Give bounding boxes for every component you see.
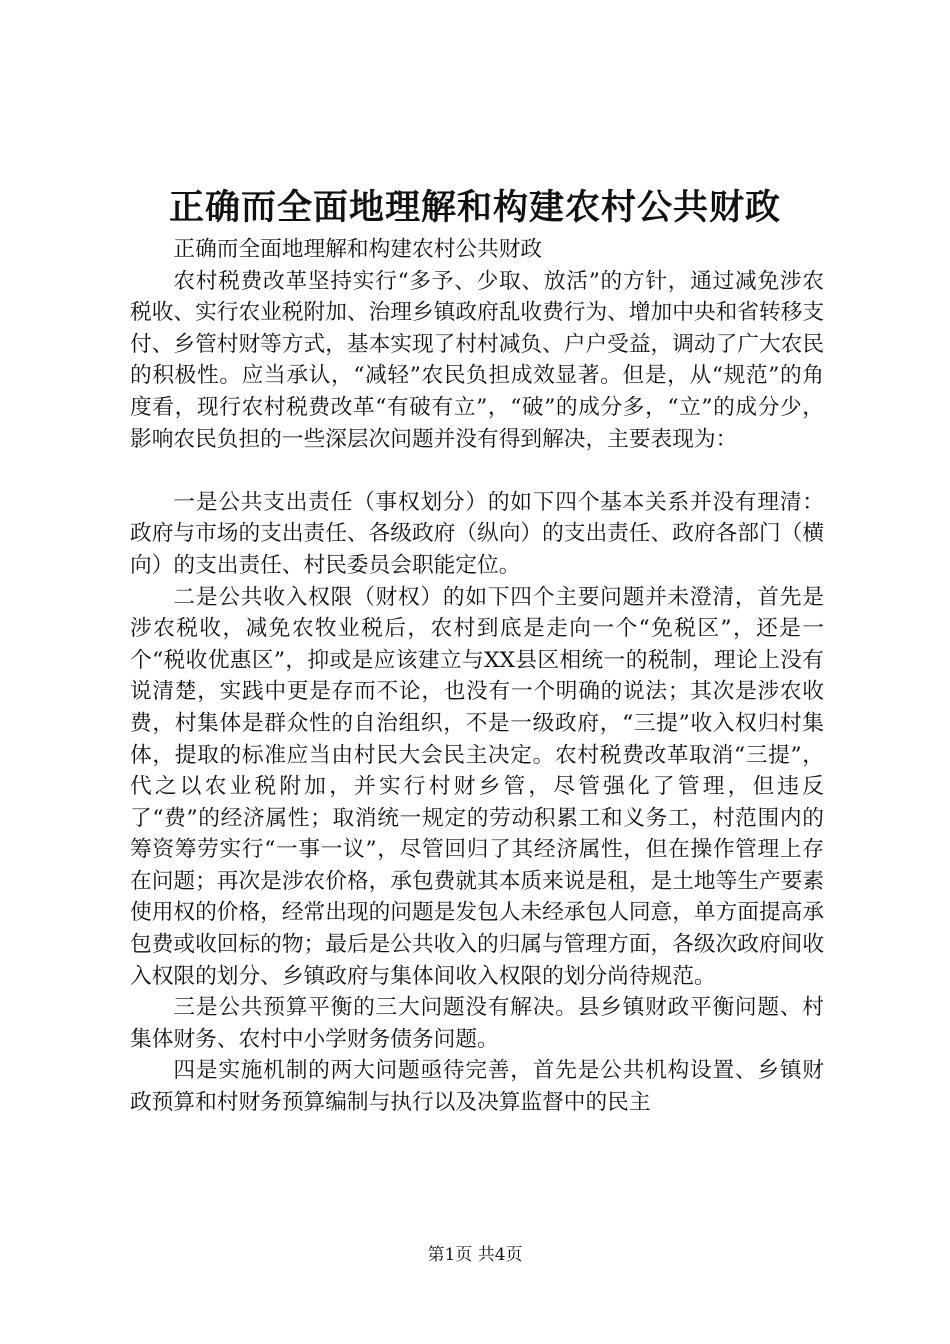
paragraph-point-4: 四是实施机制的两大问题亟待完善，首先是公共机构设置、乡镇财政预算和村财务预算编制与执行以及决算监督中的民主	[130, 1058, 824, 1116]
paragraph-point-1: 一是公共支出责任（事权划分）的如下四个基本关系并没有理清：政府与市场的支出责任、各级政府（纵向）的支出责任、政府各部门（横向）的支出责任、村民委员会职能定位。	[130, 489, 825, 578]
page-number-footer: 第1页 共4页	[427, 1245, 523, 1265]
paragraph-intro: 农村税费改革坚持实行“多予、少取、放活”的方针，通过减免涉农税收、实行农业税附加、治理乡镇政府乱收费行为、增加中央和省转移支付、乡管村财等方式，基本实现了村村减负、户户受益，调动了广大农民的积极性。应当承认，“减轻”农民负担成效显著。但是，从“规范”的角度看，现行农村税费改革“有破有立”，“破”的成分多，“立”的成分少，影响农民负担的一些深层次问题并没有得到解决，主要表现为：	[130, 268, 825, 452]
paragraph-subtitle: 正确而全面地理解和构建农村公共财政	[173, 237, 543, 262]
paragraph-point-2: 二是公共收入权限（财权）的如下四个主要问题并未澄清，首先是涉农税收，减免农牧业税后，农村到底是走向一个“免税区”，还是一个“税收优惠区”，抑或是应该建立与XX县区相统一的税制，理论上没有说清楚，实践中更是存而不论，也没有一个明确的说法；其次是涉农收费，村集体是群众性的自治组织，不是一级政府，“三提”收入权归村集体，提取的标准应当由村民大会民主决定。农村税费改革取消“三提”，代之以农业税附加，并实行村财乡管，尽管强化了管理，但违反了“费”的经济属性；取消统一规定的劳动积累工和义务工，村范围内的筹资筹劳实行“一事一议”，尽管回归了其经济属性，但在操作管理上存在问题；再次是涉农价格，承包费就其本质来说是租，是土地等生产要素使用权的价格，经常出现的问题是发包人未经承包人同意，单方面提高承包费或收回标的物；最后是公共收入的归属与管理方面，各级次政府间收入权限的划分、乡镇政府与集体间收入权限的划分尚待规范。	[130, 584, 825, 989]
document-body	[130, 234, 824, 1119]
paragraph-point-3: 三是公共预算平衡的三大问题没有解决。县乡镇财政平衡问题、村集体财务、农村中小学财务债务问题。	[130, 995, 824, 1052]
document-title: 正确而全面地理解和构建农村公共财政	[168, 187, 781, 228]
